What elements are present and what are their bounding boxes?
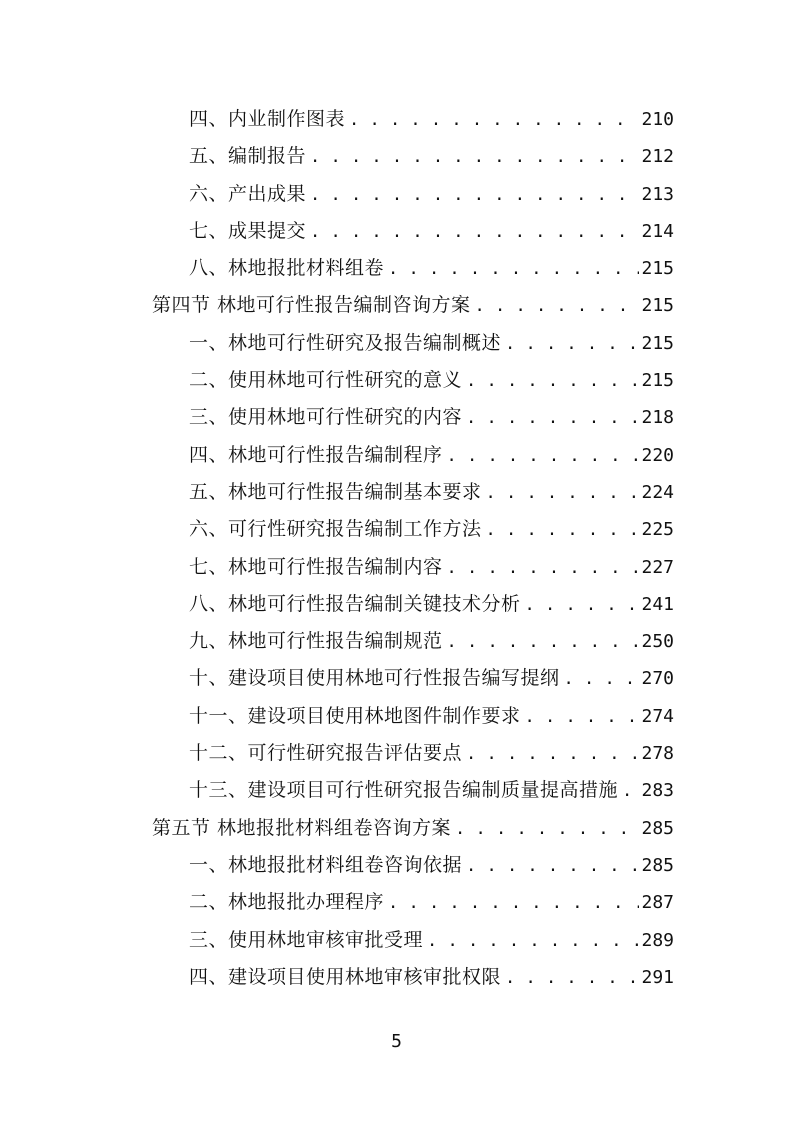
toc-entry-page: 278 xyxy=(641,743,674,765)
toc-entry-title: 十、建设项目使用林地可行性报告编写提纲 xyxy=(189,667,560,690)
toc-entry-title: 六、可行性研究报告编制工作方法 xyxy=(189,518,482,541)
toc-entry-page: 214 xyxy=(641,220,674,242)
toc-entry-title: 十二、可行性研究报告评估要点 xyxy=(189,742,463,765)
dot-leader xyxy=(306,214,639,251)
dot-leader xyxy=(521,699,640,736)
toc-entry-page: 215 xyxy=(641,258,674,280)
dot-leader xyxy=(443,438,640,475)
toc-entry-title: 八、林地可行性报告编制关键技术分析 xyxy=(189,592,521,615)
dot-leader xyxy=(443,624,640,661)
toc-entry[interactable] xyxy=(189,176,793,213)
toc-entry-page: 250 xyxy=(641,631,674,653)
toc-entry[interactable] xyxy=(189,511,793,548)
toc-entry-title: 一、林地报批材料组卷咨询依据 xyxy=(189,853,463,876)
toc-entry[interactable] xyxy=(189,660,793,697)
toc-entry-title: 三、使用林地审核审批受理 xyxy=(189,928,424,951)
dot-leader xyxy=(306,139,639,176)
toc-section-entry[interactable] xyxy=(152,287,793,324)
toc-entry-title: 七、成果提交 xyxy=(189,219,307,242)
toc-entry-title: 四、建设项目使用林地审核审批权限 xyxy=(189,965,502,988)
toc-entry-title: 一、林地可行性研究及报告编制概述 xyxy=(189,331,502,354)
toc-entry-title: 六、产出成果 xyxy=(189,182,307,205)
toc-entry-title: 第五节 林地报批材料组卷咨询方案 xyxy=(152,816,452,839)
toc-entry[interactable] xyxy=(189,772,793,809)
dot-leader xyxy=(501,326,639,363)
toc-entry-title: 二、使用林地可行性研究的意义 xyxy=(189,369,463,392)
toc-entry-page: 215 xyxy=(641,370,674,392)
table-of-contents xyxy=(0,101,793,996)
toc-entry-page: 289 xyxy=(641,929,674,951)
toc-entry-title: 二、林地报批办理程序 xyxy=(189,891,385,914)
toc-entry[interactable] xyxy=(189,362,793,399)
dot-leader xyxy=(423,923,639,960)
toc-entry-page: 218 xyxy=(641,407,674,429)
toc-entry[interactable] xyxy=(189,698,793,735)
toc-entry-page: 291 xyxy=(641,966,674,988)
toc-entry-page: 215 xyxy=(641,332,674,354)
toc-entry-page: 227 xyxy=(641,556,674,578)
toc-entry-page: 210 xyxy=(641,109,674,130)
toc-entry-title: 十一、建设项目使用林地图件制作要求 xyxy=(189,704,521,727)
toc-entry[interactable] xyxy=(189,847,793,884)
toc-entry[interactable] xyxy=(189,399,793,436)
toc-entry-page: 225 xyxy=(641,519,674,541)
dot-leader xyxy=(306,177,639,214)
toc-entry[interactable] xyxy=(189,474,793,511)
toc-entry-title: 七、林地可行性报告编制内容 xyxy=(189,555,443,578)
toc-entry[interactable] xyxy=(189,101,793,138)
dot-leader xyxy=(451,811,639,848)
toc-entry-title: 三、使用林地可行性研究的内容 xyxy=(189,406,463,429)
toc-entry-page: 213 xyxy=(641,183,674,205)
toc-entry-page: 224 xyxy=(641,481,674,503)
dot-leader xyxy=(345,102,639,139)
toc-entry-title: 第四节 林地可行性报告编制咨询方案 xyxy=(152,294,471,317)
dot-leader xyxy=(443,550,640,587)
dot-leader xyxy=(471,288,640,325)
toc-entry[interactable] xyxy=(189,586,793,623)
toc-entry[interactable] xyxy=(189,213,793,250)
dot-leader xyxy=(384,885,639,922)
dot-leader xyxy=(384,251,639,288)
dot-leader xyxy=(618,773,639,810)
toc-entry[interactable] xyxy=(189,959,793,996)
toc-entry[interactable] xyxy=(189,138,793,175)
dot-leader xyxy=(482,475,640,512)
toc-entry-page: 220 xyxy=(641,444,674,466)
dot-leader xyxy=(462,363,639,400)
dot-leader xyxy=(462,400,639,437)
toc-entry-title: 四、内业制作图表 xyxy=(189,108,346,130)
toc-entry-page: 283 xyxy=(641,780,674,802)
toc-entry-page: 285 xyxy=(641,854,674,876)
toc-entry-title: 八、林地报批材料组卷 xyxy=(189,257,385,280)
toc-entry[interactable] xyxy=(189,437,793,474)
toc-entry-page: 285 xyxy=(641,817,674,839)
toc-entry-page: 270 xyxy=(641,668,674,690)
dot-leader xyxy=(462,736,639,773)
toc-entry-page: 274 xyxy=(641,705,674,727)
toc-entry[interactable] xyxy=(189,325,793,362)
toc-entry-title: 九、林地可行性报告编制规范 xyxy=(189,630,443,653)
toc-entry-page: 215 xyxy=(641,295,674,317)
toc-section-entry[interactable] xyxy=(152,810,793,847)
toc-entry-page: 287 xyxy=(641,892,674,914)
dot-leader xyxy=(482,512,640,549)
toc-entry-page: 241 xyxy=(641,593,674,615)
toc-entry[interactable] xyxy=(189,549,793,586)
toc-entry-page: 212 xyxy=(641,146,674,168)
dot-leader xyxy=(501,960,639,997)
toc-entry-title: 五、编制报告 xyxy=(189,145,307,168)
dot-leader xyxy=(560,661,640,698)
page-number: 5 xyxy=(391,1031,402,1052)
toc-entry[interactable] xyxy=(189,623,793,660)
toc-entry-title: 五、林地可行性报告编制基本要求 xyxy=(189,480,482,503)
toc-entry[interactable] xyxy=(189,735,793,772)
toc-entry[interactable] xyxy=(189,884,793,921)
dot-leader xyxy=(521,587,640,624)
toc-entry[interactable] xyxy=(189,922,793,959)
toc-entry-title: 四、林地可行性报告编制程序 xyxy=(189,443,443,466)
toc-entry[interactable] xyxy=(189,250,793,287)
dot-leader xyxy=(462,848,639,885)
toc-entry-title: 十三、建设项目可行性研究报告编制质量提高措施 xyxy=(189,779,619,802)
